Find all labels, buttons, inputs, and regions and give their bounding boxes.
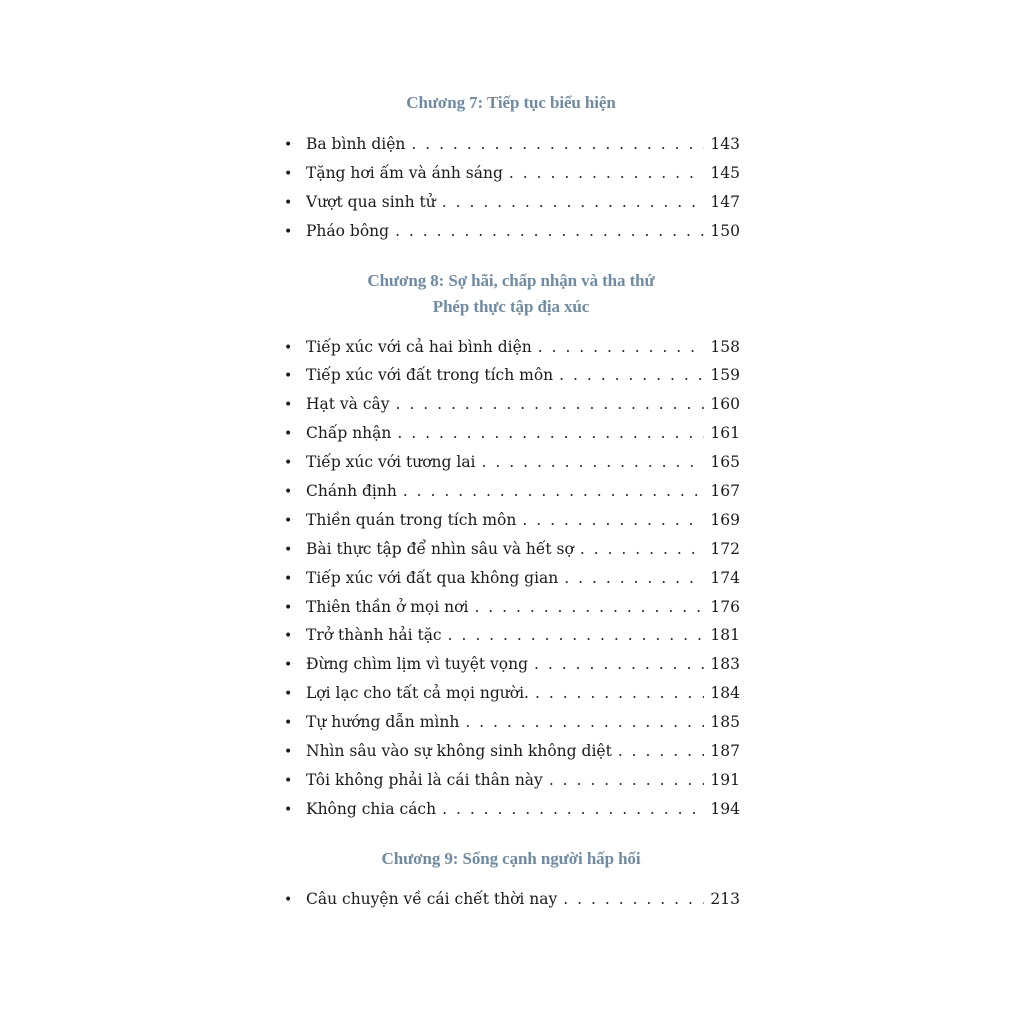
toc-entry[interactable] <box>282 188 740 217</box>
entry-title: Nhìn sâu vào sự không sinh không diệt <box>306 742 612 761</box>
page-number: 160 <box>710 395 740 414</box>
dot-leader <box>538 333 705 362</box>
toc-entry[interactable] <box>282 650 740 679</box>
entry-title: Không chia cách <box>306 799 437 818</box>
chapter-subtitle-line: Phép thực tập địa xúc <box>432 296 590 316</box>
toc-entry[interactable] <box>282 535 740 564</box>
bullet-icon: • <box>284 455 293 472</box>
toc-entry[interactable] <box>282 795 740 824</box>
dot-leader <box>535 679 704 708</box>
toc-entry[interactable] <box>282 333 740 362</box>
toc-entry[interactable] <box>282 593 740 622</box>
chapter-title-line: Chương 9: Sống cạnh người hấp hối <box>381 848 641 868</box>
dot-leader <box>559 361 704 390</box>
bullet-icon: • <box>284 484 293 501</box>
toc-entry[interactable] <box>282 679 740 708</box>
page-number: 161 <box>710 424 740 443</box>
bullet-icon: • <box>284 368 293 385</box>
entry-title: Thiên thần ở mọi nơi <box>306 597 469 616</box>
dot-leader <box>465 708 704 737</box>
toc-entry[interactable] <box>282 477 740 506</box>
page-number: 181 <box>710 626 740 645</box>
entry-title: Tiếp xúc với tương lai <box>306 453 476 472</box>
chapter-8-title <box>282 268 740 320</box>
entry-title: Tôi không phải là cái thân này <box>306 770 543 789</box>
bullet-icon: • <box>284 686 293 703</box>
dot-leader <box>618 737 705 766</box>
bullet-icon: • <box>284 715 293 732</box>
dot-leader <box>509 159 705 188</box>
bullet-icon: • <box>284 744 293 761</box>
dot-leader <box>403 477 705 506</box>
bullet-icon: • <box>284 426 293 443</box>
toc-entry[interactable] <box>282 621 740 650</box>
dot-leader <box>448 621 705 650</box>
toc-entry[interactable] <box>282 766 740 795</box>
bullet-icon: • <box>284 165 293 182</box>
bullet-icon: • <box>284 223 293 240</box>
toc-entry[interactable] <box>282 130 740 159</box>
bullet-icon: • <box>284 570 293 587</box>
toc-entry[interactable] <box>282 506 740 535</box>
entry-title: Chấp nhận <box>306 424 392 443</box>
chapter-title-line: Chương 8: Sợ hãi, chấp nhận và tha thứ <box>367 270 655 290</box>
page-number: 174 <box>710 568 740 587</box>
entry-title: Tự hướng dẫn mình <box>306 713 460 732</box>
dot-leader <box>549 766 705 795</box>
entry-title: Câu chuyện về cái chết thời nay <box>306 889 558 908</box>
dot-leader <box>395 217 704 246</box>
dot-leader <box>563 885 704 914</box>
entry-title: Tiếp xúc với đất qua không gian <box>306 568 559 587</box>
entry-title: Lợi lạc cho tất cả mọi người. <box>306 684 529 703</box>
page-number: 165 <box>710 453 740 472</box>
page-number: 185 <box>710 713 740 732</box>
entry-title: Bài thực tập để nhìn sâu và hết sợ <box>306 539 574 558</box>
dot-leader <box>564 564 704 593</box>
chapter-8-entries <box>282 333 740 824</box>
toc-entry[interactable] <box>282 390 740 419</box>
page-number: 191 <box>710 770 740 789</box>
entry-title: Đừng chìm lịm vì tuyệt vọng <box>306 655 529 674</box>
bullet-icon: • <box>284 397 293 414</box>
toc-entry[interactable] <box>282 159 740 188</box>
dot-leader <box>411 130 704 159</box>
toc-entry[interactable] <box>282 708 740 737</box>
bullet-icon: • <box>284 801 293 818</box>
table-of-contents <box>282 90 740 914</box>
page-number: 159 <box>710 366 740 385</box>
page-number: 143 <box>710 135 740 153</box>
page-number: 169 <box>710 510 740 529</box>
dot-leader <box>580 535 705 564</box>
toc-entry[interactable] <box>282 448 740 477</box>
chapter-9-title <box>282 846 740 872</box>
entry-title: Hạt và cây <box>306 395 390 414</box>
bullet-icon: • <box>284 194 293 211</box>
bullet-icon: • <box>284 891 293 908</box>
bullet-icon: • <box>284 541 293 558</box>
page-number: 183 <box>710 655 740 674</box>
dot-leader <box>522 506 704 535</box>
bullet-icon: • <box>284 599 293 616</box>
chapter-7-entries <box>282 130 740 246</box>
dot-leader <box>397 419 704 448</box>
bullet-icon: • <box>284 772 293 789</box>
toc-entry[interactable] <box>282 217 740 246</box>
bullet-icon: • <box>284 512 293 529</box>
entry-title: Tặng hơi ấm và ánh sáng <box>306 163 503 182</box>
chapter-title-line: Chương 7: Tiếp tục biểu hiện <box>406 93 616 112</box>
entry-title: Thiền quán trong tích môn <box>306 510 517 529</box>
bullet-icon: • <box>284 339 293 356</box>
entry-title: Trở thành hải tặc <box>306 626 442 645</box>
chapter-7-title <box>282 90 740 116</box>
dot-leader <box>396 390 705 419</box>
page-number: 213 <box>710 889 740 908</box>
page-number: 184 <box>710 684 740 703</box>
page-number: 145 <box>710 163 740 182</box>
toc-entry[interactable] <box>282 361 740 390</box>
page-number: 158 <box>710 337 740 356</box>
toc-entry[interactable] <box>282 737 740 766</box>
entry-title: Tiếp xúc với cả hai bình diện <box>306 337 532 356</box>
dot-leader <box>482 448 705 477</box>
toc-entry[interactable] <box>282 564 740 593</box>
dot-leader <box>442 188 705 217</box>
page-number: 167 <box>710 482 740 501</box>
dot-leader <box>442 795 704 824</box>
dot-leader <box>534 650 704 679</box>
entry-title: Vượt qua sinh tử <box>306 192 436 211</box>
toc-entry[interactable] <box>282 885 740 914</box>
bullet-icon: • <box>284 137 293 153</box>
dot-leader <box>474 593 704 622</box>
page-number: 187 <box>710 742 740 761</box>
entry-title: Chánh định <box>306 482 397 501</box>
entry-title: Tiếp xúc với đất trong tích môn <box>306 366 554 385</box>
page-number: 147 <box>710 192 740 211</box>
bullet-icon: • <box>284 657 293 674</box>
page-number: 176 <box>710 597 740 616</box>
page-number: 172 <box>710 539 740 558</box>
toc-entry[interactable] <box>282 419 740 448</box>
entry-title: Ba bình diện <box>306 135 406 153</box>
page-number: 194 <box>710 799 740 818</box>
entry-title: Pháo bông <box>306 221 390 240</box>
page-number: 150 <box>710 221 740 240</box>
chapter-9-entries <box>282 885 740 914</box>
bullet-icon: • <box>284 628 293 645</box>
